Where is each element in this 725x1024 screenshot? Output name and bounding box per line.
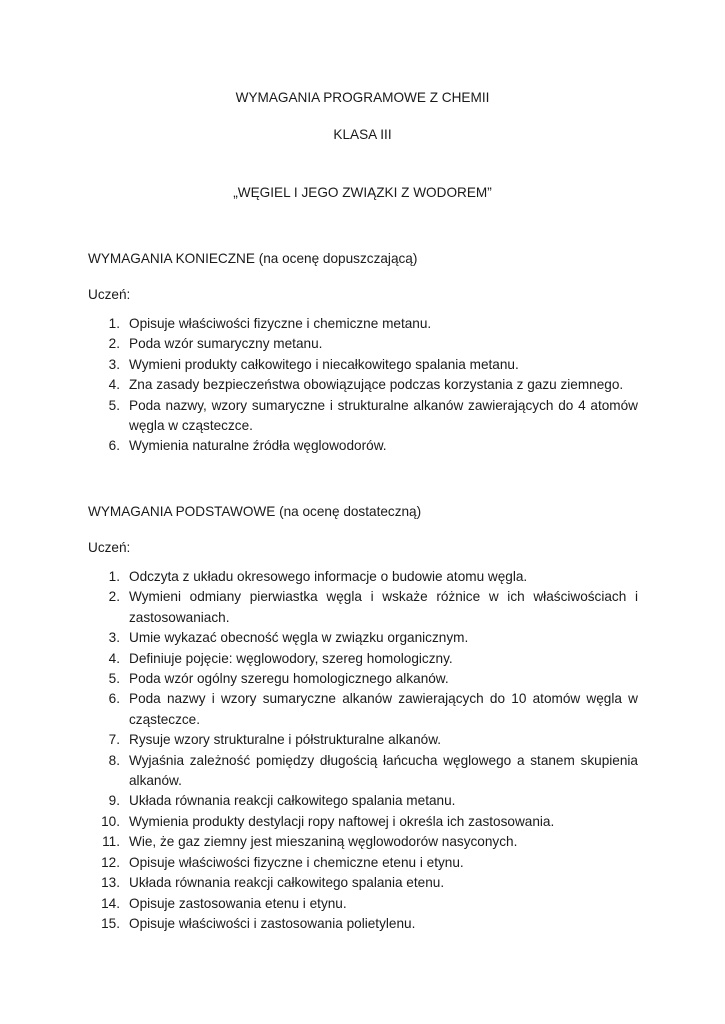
class-label: KLASA III [333, 127, 392, 142]
item-text: Definiuje pojęcie: węglowodory, szereg homologiczny. [129, 650, 453, 666]
item-number: 6. [108, 691, 120, 707]
list-item [88, 832, 638, 852]
list-item [88, 587, 638, 628]
topic-title: „WĘGIEL I JEGO ZWIĄZKI Z WODOREM” [233, 185, 492, 200]
list-item [88, 649, 638, 669]
item-number: 12. [101, 854, 120, 870]
item-number: 11. [102, 834, 120, 850]
item-text: Wie, że gaz ziemny jest mieszaniną węglowodorów nasyconych. [129, 834, 518, 850]
item-text: Poda nazwy i wzory sumaryczne alkanów zawierających do 10 atomów węgla w cząsteczce. [129, 691, 638, 727]
required-list [88, 314, 638, 457]
list-item [88, 669, 638, 689]
section-lead-required: Uczeń: [88, 287, 131, 302]
item-text: Wymienia produkty destylacji ropy naftowej i określa ich zastosowania. [129, 813, 555, 829]
section-heading-required: WYMAGANIA KONIECZNE (na ocenę dopuszczającą) [88, 251, 418, 266]
list-item [88, 314, 638, 334]
item-text: Opisuje właściwości fizyczne i chemiczne metanu. [129, 316, 432, 331]
item-text: Wyjaśnia zależność pomiędzy długością łańcucha węglowego a stanem skupienia alkanów. [129, 752, 638, 789]
item-text: Odczyta z układu okresowego informacje o budowie atomu węgla. [129, 569, 528, 584]
item-number: 2. [108, 589, 120, 605]
item-text: Poda wzór ogólny szeregu homologicznego alkanów. [129, 671, 449, 687]
list-item [88, 751, 638, 792]
list-item [88, 730, 638, 750]
item-number: 9. [108, 793, 120, 809]
item-number: 6. [108, 438, 120, 454]
item-text: Poda wzór sumaryczny metanu. [129, 336, 323, 352]
item-text: Opisuje właściwości i zastosowania polietylenu. [129, 915, 416, 931]
item-text: Wymienia naturalne źródła węglowodorów. [129, 438, 387, 454]
list-item [88, 334, 638, 354]
item-number: 10. [101, 813, 120, 829]
list-item [88, 355, 638, 375]
item-number: 5. [108, 397, 120, 413]
item-number: 15. [101, 915, 120, 931]
item-text: Zna zasady bezpieczeństwa obowiązujące podczas korzystania z gazu ziemnego. [129, 377, 624, 393]
list-item [88, 396, 638, 437]
item-number: 3. [108, 630, 120, 646]
item-text: Rysuje wzory strukturalne i półstrukturalne alkanów. [129, 732, 442, 748]
item-number: 7. [108, 732, 120, 748]
item-number: 2. [108, 336, 120, 352]
list-item [88, 791, 638, 811]
list-item [88, 914, 638, 934]
list-item [88, 873, 638, 893]
item-text: Wymieni produkty całkowitego i niecałkowitego spalania metanu. [129, 356, 519, 372]
item-number: 13. [101, 875, 120, 891]
item-text: Opisuje zastosowania etenu i etynu. [129, 895, 347, 911]
item-number: 1. [108, 569, 120, 584]
list-item [88, 853, 638, 873]
list-item [88, 812, 638, 832]
document-title: WYMAGANIA PROGRAMOWE Z CHEMII [235, 90, 490, 105]
list-item [88, 689, 638, 730]
item-number: 5. [108, 671, 120, 687]
item-text: Poda nazwy, wzory sumaryczne i strukturalne alkanów zawierających do 4 atomów węgla w cząsteczce. [129, 397, 638, 434]
list-item [88, 436, 638, 456]
item-number: 3. [108, 356, 120, 372]
list-item [88, 567, 638, 587]
section-heading-basic: WYMAGANIA PODSTAWOWE (na ocenę dostateczną) [88, 504, 422, 519]
list-item [88, 628, 638, 648]
item-text: Wymieni odmiany pierwiastka węgla i wskaże różnice w ich właściwościach i zastosowaniach. [129, 589, 638, 625]
list-item [88, 894, 638, 914]
basic-list [88, 567, 638, 934]
item-number: 14. [101, 895, 120, 911]
item-number: 4. [108, 377, 120, 393]
list-item [88, 375, 638, 395]
item-text: Umie wykazać obecność węgla w związku organicznym. [129, 630, 469, 646]
item-text: Układa równania reakcji całkowitego spalania metanu. [129, 793, 456, 809]
item-text: Opisuje właściwości fizyczne i chemiczne etenu i etynu. [129, 854, 464, 870]
item-number: 4. [108, 650, 120, 666]
item-number: 8. [108, 752, 120, 768]
section-lead-basic: Uczeń: [88, 540, 131, 555]
item-text: Układa równania reakcji całkowitego spalania etenu. [129, 875, 445, 891]
item-number: 1. [108, 316, 120, 331]
